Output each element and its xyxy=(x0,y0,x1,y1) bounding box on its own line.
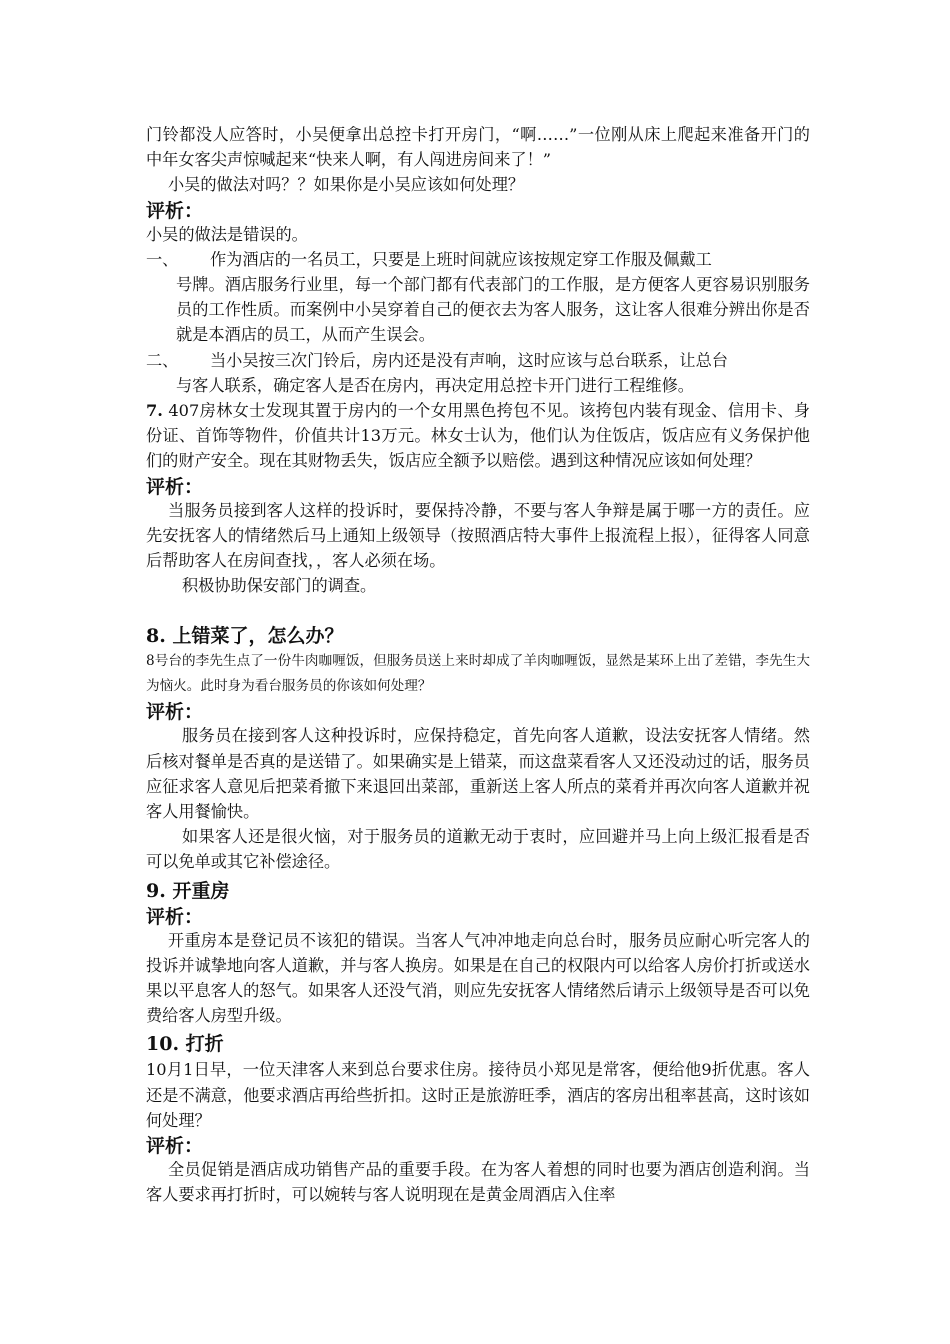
case6-verdict: 小吴的做法是错误的。 xyxy=(146,224,308,244)
case8-analysis-2: 如果客人还是很火恼，对于服务员的道歉无动于衷时，应回避并马上向上级汇报看是否可以免单或其它补偿途径。 xyxy=(146,827,810,872)
case9-analysis-label: 评析： xyxy=(146,905,204,928)
case6-point-1-continuation: 号牌。酒店服务行业里，每一个部门都有代表部门的工作服，是方便客人更容易识别服务员的工作性质。而案例中小吴穿着自己的便衣去为客人服务，这让客人很难分辨出你是否就是本酒店的员工，从而产生误会。 xyxy=(176,275,810,345)
case8-analysis-label: 评析： xyxy=(146,701,204,724)
case6-point-2-number: 二、 xyxy=(146,350,179,370)
case7-text: 407房林女士发现其置于房内的一个女用黑色挎包不见。该挎包内装有现金、信用卡、身份证、首饰等物件，价值共计13万元。林女士认为，他们认为住饭店，饭店应有义务保护他们的财产安全。现在其财物丢失，饭店应全额予以赔偿。遇到这种情况应该如何处理？ xyxy=(146,401,810,471)
case6-point-2-first-line: 当小吴按三次门铃后，房内还是没有声响，这时应该与总台联系，让总台 xyxy=(210,350,728,370)
case9-title: 9. 开重房 xyxy=(146,879,230,902)
case6-point-1-first-line: 作为酒店的一名员工，只要是上班时间就应该按规定穿工作服及佩戴工 xyxy=(210,249,712,269)
case7-analysis-1: 当服务员接到客人这样的投诉时，要保持冷静，不要与客人争辩是属于哪一方的责任。应先安抚客人的情绪然后马上通知上级领导（按照酒店特大事件上报流程上报），征得客人同意后帮助客人在房间查找，，客人必须在场。 xyxy=(146,500,810,571)
case7-analysis-label: 评析： xyxy=(146,475,204,498)
case9-analysis: 开重房本是登记员不该犯的错误。当客人气冲冲地走向总台时，服务员应耐心听完客人的投诉并诚挚地向客人道歉，并与客人换房。如果是在自己的权限内可以给客人房价打折或送水果以平息客人的怒气。如果客人还没气消，则应先安抚客人情绪然后请示上级领导是否可以免费给客人房型升级。 xyxy=(146,930,810,1026)
case6-point-1-number: 一、 xyxy=(146,249,179,269)
intro-question: 小吴的做法对吗？？如果你是小吴应该如何处理？ xyxy=(168,175,525,195)
case7-number: 7. xyxy=(146,401,163,421)
case10-analysis: 全员促销是酒店成功销售产品的重要手段。在为客人着想的同时也要为酒店创造利润。当客人要求再打折时，可以婉转与客人说明现在是黄金周酒店入住率 xyxy=(146,1160,810,1205)
case6-point-2 xyxy=(146,348,810,373)
document-page xyxy=(146,122,810,1208)
case8-title: 8. 上错菜了，怎么办？ xyxy=(146,625,344,648)
intro-paragraph: 门铃都没人应答时，小吴便拿出总控卡打开房门，“啊……”一位刚从床上爬起来准备开门的中年女客尖声惊喊起来“快来人啊，有人闯进房间来了！” xyxy=(146,125,810,170)
case6-analysis-label: 评析： xyxy=(146,199,204,222)
case7-analysis-2: 积极协助保安部门的调查。 xyxy=(182,576,377,596)
case8-analysis-1: 服务员在接到客人这种投诉时，应保持稳定，首先向客人道歉，设法安抚客人情绪。然后核对餐单是否真的是送错了。如果确实是上错菜，而这盘菜看客人又还没动过的话，服务员应征求客人意见后把菜肴撤下来退回出菜部，重新送上客人所点的菜肴并再次向客人道歉并祝客人用餐愉快。 xyxy=(146,726,810,822)
case6-point-1 xyxy=(146,247,810,272)
case10-title: 10. 打折 xyxy=(146,1033,224,1056)
case10-text: 10月1日早，一位天津客人来到总台要求住房。接待员小郑见是常客，便给他9折优惠。客人还是不满意，他要求酒店再给些折扣。这时正是旅游旺季，酒店的客房出租率甚高，这时该如何处理？ xyxy=(146,1060,810,1130)
case7-question xyxy=(146,398,810,474)
case6-point-2-continuation: 与客人联系，确定客人是否在房内，再决定用总控卡开门进行工程维修。 xyxy=(176,375,694,395)
case10-analysis-label: 评析： xyxy=(146,1135,204,1158)
case8-text: 8号台的李先生点了一份牛肉咖喱饭，但服务员送上来时却成了羊肉咖喱饭，显然是某环上出了差错，李先生大为恼火。此时身为看台服务员的你该如何处理？ xyxy=(146,653,810,695)
